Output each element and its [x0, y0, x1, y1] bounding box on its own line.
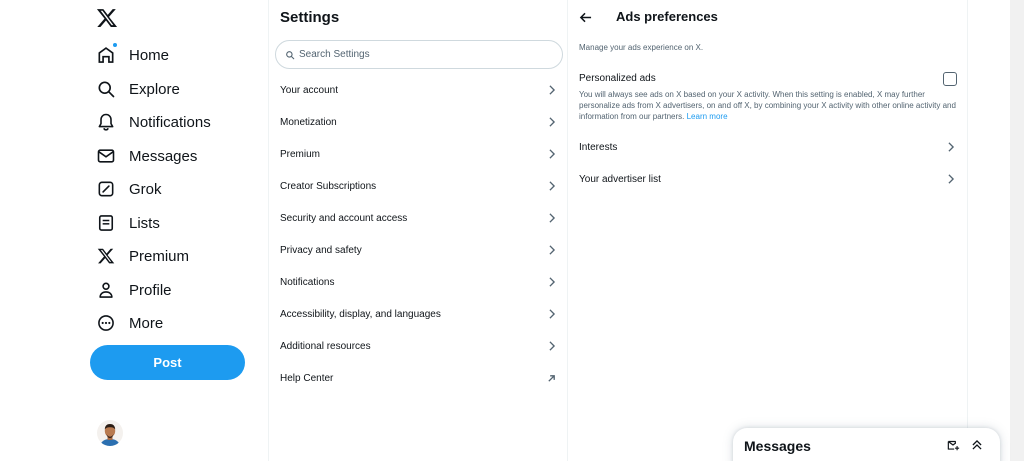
- ads-preferences-panel: [568, 0, 968, 461]
- chevron-right-icon: [548, 309, 556, 319]
- settings-item-label: Additional resources: [280, 340, 371, 352]
- chevron-right-icon: [548, 341, 556, 351]
- settings-item-help-center[interactable]: [269, 362, 568, 394]
- chevron-right-icon: [548, 181, 556, 191]
- search-icon: [96, 79, 116, 99]
- nav-item-messages[interactable]: [96, 142, 197, 170]
- nav-item-profile[interactable]: [96, 276, 172, 304]
- nav-item-premium[interactable]: [96, 242, 189, 270]
- search-icon: [285, 50, 295, 60]
- nav-item-lists[interactable]: [96, 209, 160, 237]
- settings-item-premium[interactable]: [269, 138, 568, 170]
- settings-title: Settings: [280, 9, 340, 26]
- chevron-right-icon: [548, 117, 556, 127]
- ads-item-label: Interests: [579, 141, 618, 153]
- chevron-right-icon: [548, 85, 556, 95]
- bell-icon: [96, 112, 116, 132]
- settings-item-label: Notifications: [280, 276, 335, 288]
- messages-drawer-title: Messages: [744, 438, 811, 454]
- nav-label: More: [129, 314, 164, 332]
- chevron-right-icon: [548, 245, 556, 255]
- settings-item-label: Your account: [280, 84, 339, 96]
- settings-item-label: Creator Subscriptions: [280, 180, 377, 192]
- notification-dot: [112, 42, 118, 48]
- settings-item-additional-resources[interactable]: [269, 330, 568, 362]
- nav-label: Explore: [129, 80, 180, 98]
- personalized-ads-checkbox[interactable]: [943, 72, 957, 86]
- nav-label: Notifications: [129, 113, 211, 131]
- chevron-right-icon: [548, 149, 556, 159]
- primary-nav: [0, 0, 268, 461]
- x-logo-icon[interactable]: [96, 7, 118, 29]
- grok-icon: [96, 179, 116, 199]
- description-text: You will always see ads on X based on your X activity. When this setting is enabled, X may further personalize ads from X advertisers, on and off X, by combining your X activity with other online activity and information from our partners.: [579, 90, 956, 121]
- settings-search[interactable]: [275, 40, 563, 69]
- ads-item-interests[interactable]: [568, 131, 967, 163]
- list-icon: [96, 213, 116, 233]
- personalized-ads-title: Personalized ads: [579, 73, 656, 84]
- settings-item-label: Accessibility, display, and languages: [280, 308, 441, 320]
- settings-item-security[interactable]: [269, 202, 568, 234]
- avatar[interactable]: [97, 420, 123, 446]
- settings-item-accessibility[interactable]: [269, 298, 568, 330]
- ads-item-label: Your advertiser list: [579, 173, 661, 185]
- nav-item-home[interactable]: [96, 41, 169, 69]
- back-arrow-icon[interactable]: [579, 11, 592, 24]
- nav-item-more[interactable]: [96, 309, 163, 337]
- post-button[interactable]: Post: [90, 345, 245, 380]
- settings-item-privacy[interactable]: [269, 234, 568, 266]
- nav-label: Messages: [129, 147, 198, 165]
- envelope-icon: [96, 146, 116, 166]
- nav-label: Grok: [129, 180, 162, 198]
- settings-item-label: Help Center: [280, 372, 334, 384]
- settings-item-label: Security and account access: [280, 212, 408, 224]
- page-title: Ads preferences: [616, 9, 718, 24]
- external-link-icon: [547, 374, 556, 383]
- search-input[interactable]: [299, 49, 549, 60]
- double-chevron-up-icon[interactable]: [970, 438, 984, 452]
- settings-item-monetization[interactable]: [269, 106, 568, 138]
- page-scrollbar[interactable]: [1010, 0, 1024, 461]
- nav-item-explore[interactable]: [96, 75, 180, 103]
- learn-more-link[interactable]: Learn more: [686, 112, 728, 121]
- settings-item-your-account[interactable]: [269, 74, 568, 106]
- settings-item-creator-subscriptions[interactable]: [269, 170, 568, 202]
- chevron-right-icon: [548, 277, 556, 287]
- x-logo-icon: [96, 246, 116, 266]
- home-icon: [96, 45, 116, 65]
- page-subtitle: Manage your ads experience on X.: [579, 43, 704, 52]
- nav-label: Profile: [129, 281, 172, 299]
- nav-label: Home: [129, 46, 170, 64]
- chevron-right-icon: [947, 142, 955, 152]
- personalized-ads-description: [579, 89, 959, 122]
- nav-item-notifications[interactable]: [96, 108, 211, 136]
- chevron-right-icon: [548, 213, 556, 223]
- new-message-icon[interactable]: [946, 438, 960, 452]
- settings-item-label: Premium: [280, 148, 321, 160]
- settings-item-label: Privacy and safety: [280, 244, 362, 256]
- ads-item-advertiser-list[interactable]: [568, 163, 967, 195]
- chevron-right-icon: [947, 174, 955, 184]
- more-circle-icon: [96, 313, 116, 333]
- nav-label: Lists: [129, 214, 160, 232]
- person-icon: [96, 280, 116, 300]
- nav-label: Premium: [129, 247, 190, 265]
- messages-drawer[interactable]: [733, 428, 1000, 461]
- settings-item-notifications[interactable]: [269, 266, 568, 298]
- settings-item-label: Monetization: [280, 116, 337, 128]
- settings-column: [268, 0, 568, 461]
- nav-item-grok[interactable]: [96, 175, 162, 203]
